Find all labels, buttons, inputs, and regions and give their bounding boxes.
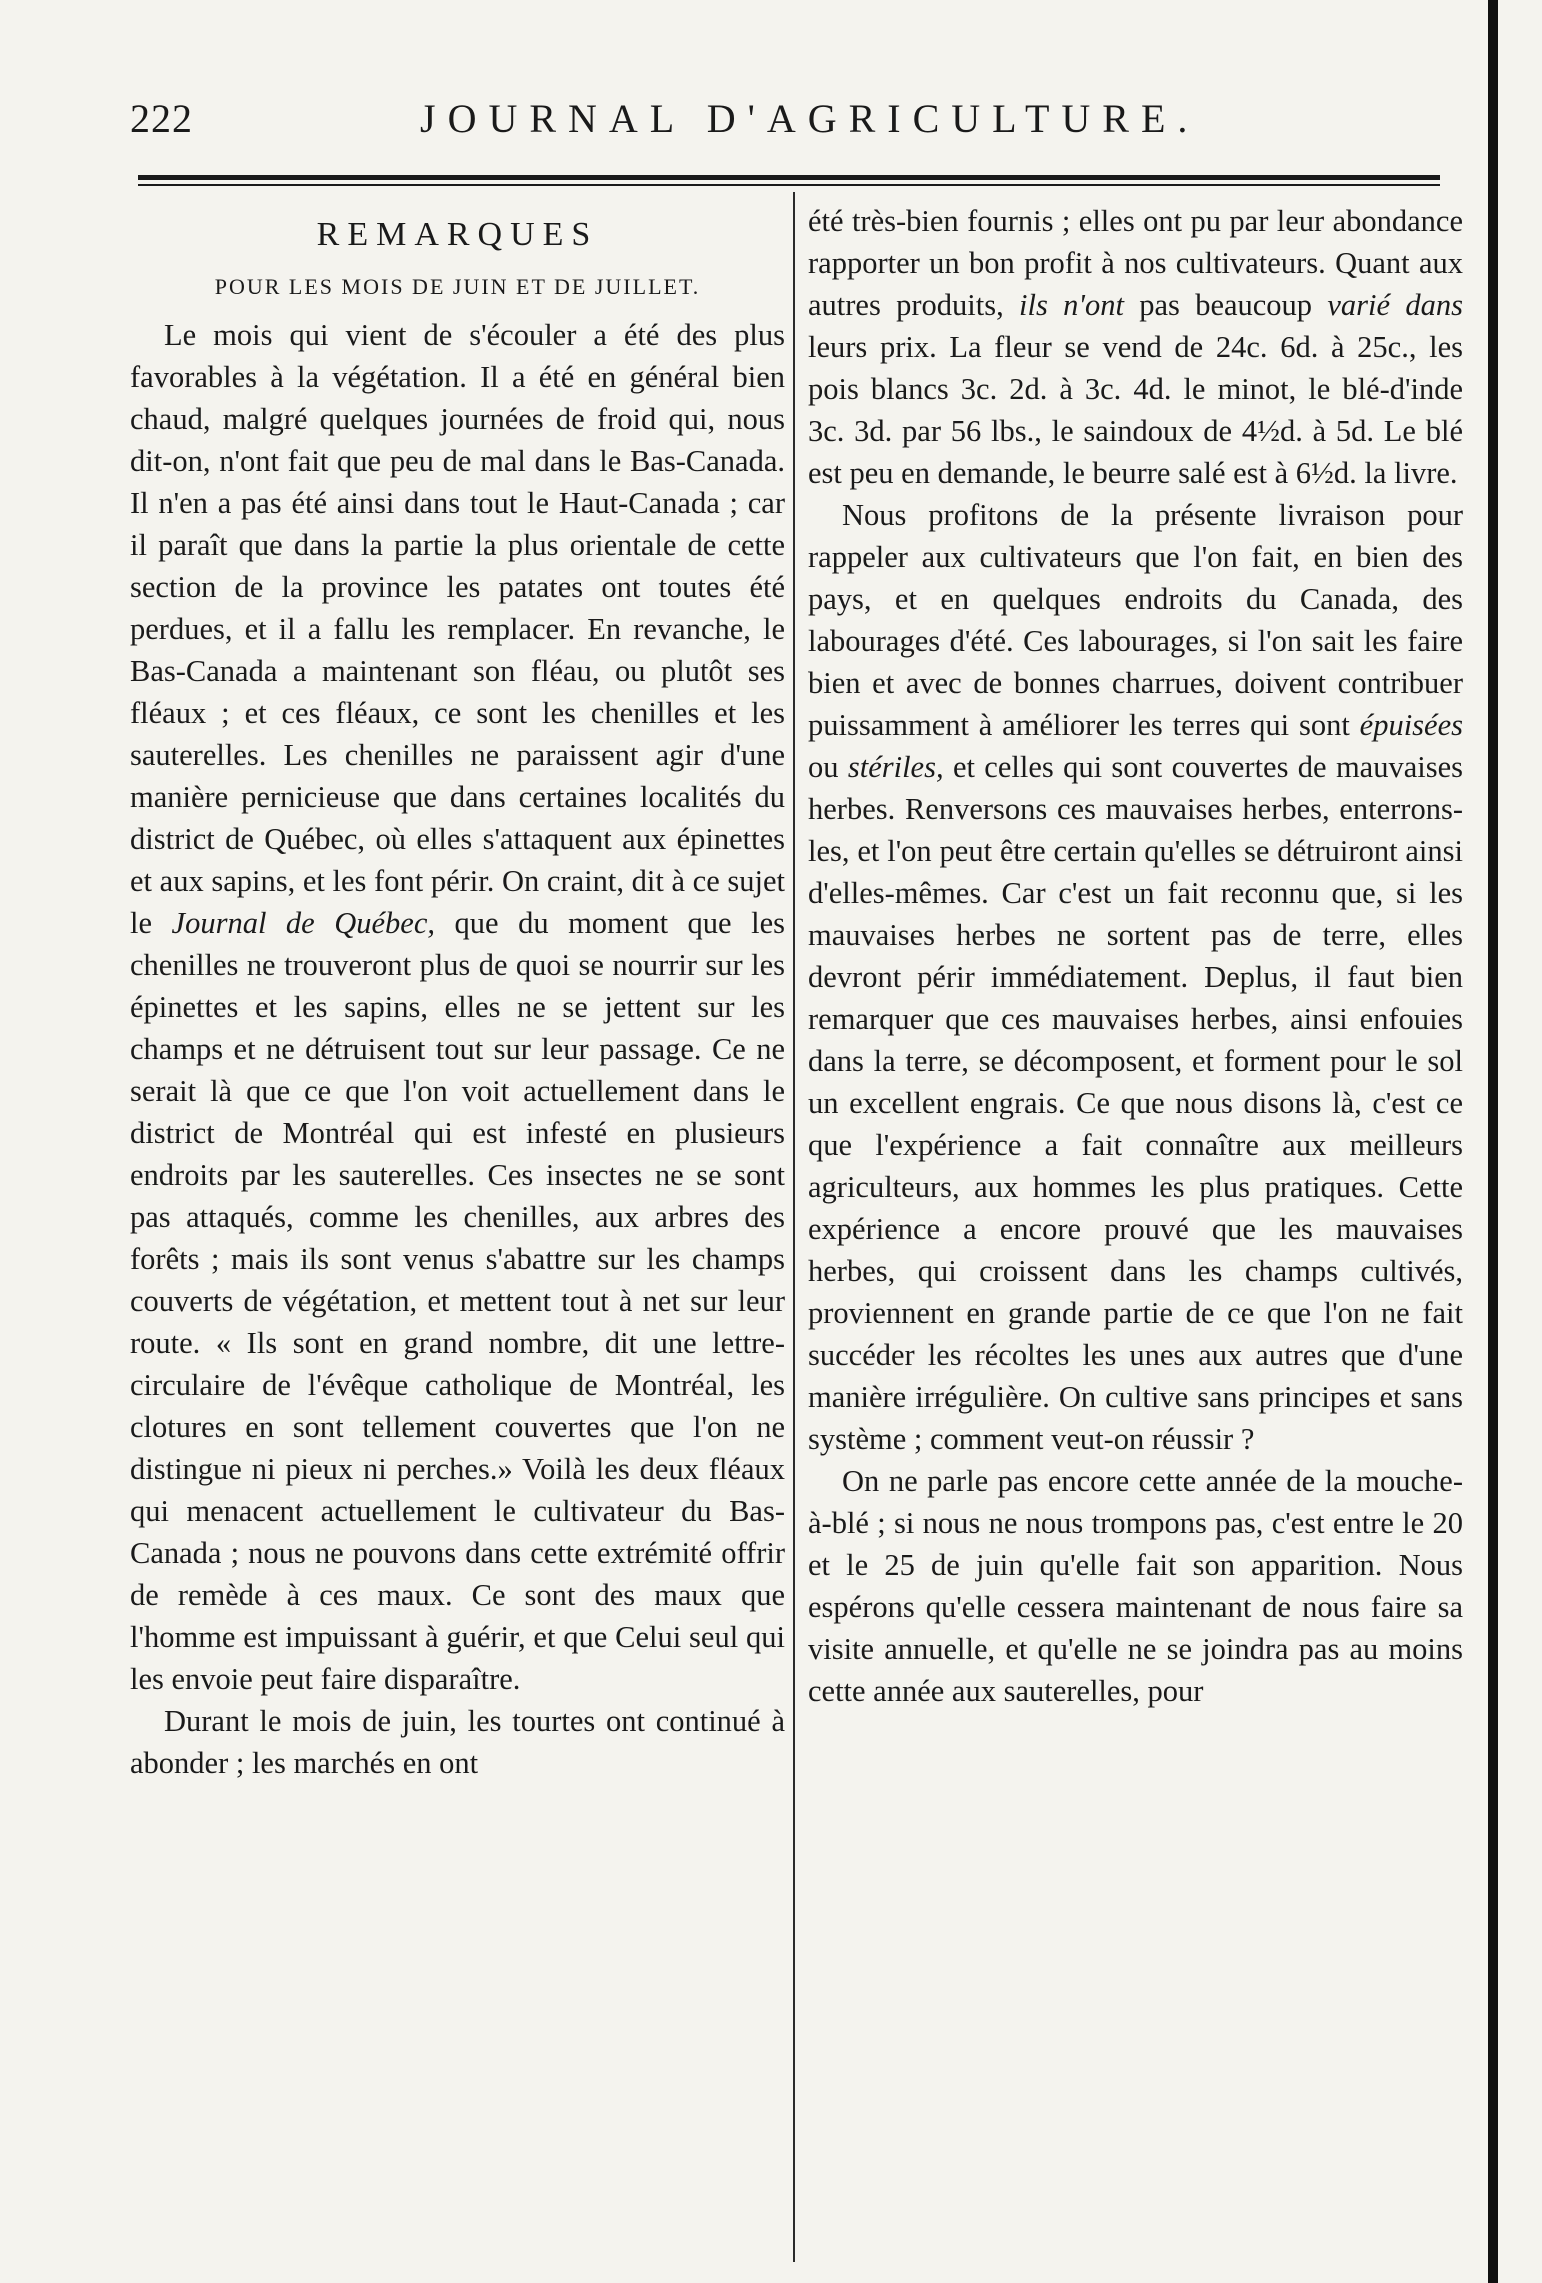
text-run: pas beaucoup xyxy=(1123,288,1328,322)
page-header xyxy=(120,95,1460,155)
right-column xyxy=(808,200,1463,1712)
section-title: REMARQUES xyxy=(316,216,599,253)
text-run: été très-bien fournis ; elles ont pu par leur abondance rapporter un bon profit à nos cultivateurs. Quant aux autres produits, xyxy=(808,204,1463,322)
text-run: que du moment que les chenilles ne trouveront plus de quoi se nourrir sur les épinettes et les sapins, elles ne se jettent sur les champs et ne détruisent tout sur leur passage. Ce ne serait là que ce que l'on voit actuellement dans le district de Montréal qui est infesté en plusieurs endroits par les sauterelles. Ces insectes ne se sont pas attaqués, comme les chenilles, aux arbres des forêts ; mais ils sont venus s'abattre sur les champs couverts de végétation, et mettent tout à net sur leur route. « Ils sont en grand nombre, dit une lettre-circulaire de l'évêque catholique de Montréal, les clotures en sont tellement couvertes que l'on ne distingue ni pieux ni perches.» Voilà les deux fléaux qui menacent actuellement le cultivateur du Bas-Canada ; nous ne pouvons dans cette extrémité offrir de remède à ces maux. Ce sont des maux que l'homme est impuissant à guérir, et que Celui seul qui les envoie peut faire disparaître. xyxy=(130,906,785,1696)
text-run: leurs prix. La fleur se vend de 24c. 6d. à 25c., les pois blancs 3c. 2d. à 3c. 4d. le minot, le blé-d'inde 3c. 3d. par 56 lbs., le saindoux de 4½d. à 5d. Le blé est peu en demande, le beurre salé est à 6½d. la livre. xyxy=(808,330,1463,490)
text-run: et celles qui sont couvertes de mauvaises herbes. Renversons ces mauvaises herbes, enterrons-les, et l'on peut être certain qu'elles se détruiront ainsi d'elles-mêmes. Car c'est un fait reconnu que, si les mauvaises herbes ne sortent pas de terre, elles devront périr immédiatement. Deplus, il faut bien remarquer que ces mauvaises herbes, ainsi enfouies dans la terre, se décomposent, et forment pour le sol un excellent engrais. Ce que nous disons là, c'est ce que l'expérience a fait connaître aux meilleurs agriculteurs, aux hommes les plus pratiques. Cette expérience a encore prouvé que les mauvaises herbes, qui croissent dans les champs cultivés, proviennent en grande partie de ce que l'on ne fait succéder les récoltes les unes aux autres que d'une manière irrégulière. On cultive sans principes et sans système ; comment veut-on réussir ? xyxy=(808,750,1463,1456)
paragraph xyxy=(808,494,1463,1460)
italic-run: stériles, xyxy=(847,750,944,784)
text-run: Le mois qui vient de s'écouler a été des plus favorables à la végétation. Il a été en général bien chaud, malgré quelques journées de froid qui, nous dit-on, n'ont fait que peu de mal dans le Bas-Canada. Il n'en a pas été ainsi dans tout le Haut-Canada ; car il paraît que dans la partie la plus orientale de cette section de la province les patates ont toutes été perdues, et il a fallu les remplacer. En revanche, le Bas-Canada a maintenant son fléau, ou plutôt ses fléaux ; et ces fléaux, ce sont les chenilles et les sauterelles. Les chenilles ne paraissent agir d'une manière pernicieuse que dans certaines localités du district de Québec, où elles s'attaquent aux épinettes et aux sapins, et les font périr. On craint, dit à ce sujet le xyxy=(130,318,785,940)
paragraph: Durant le mois de juin, les tourtes ont continué à abonder ; les marchés en ont xyxy=(130,1704,785,1780)
page-number: 222 xyxy=(130,96,193,141)
paragraph: On ne parle pas encore cette année de la mouche-à-blé ; si nous ne nous trompons pas, c'est entre le 20 et le 25 de juin qu'elle fait son apparition. Nous espérons qu'elle cessera maintenant de nous faire sa visite annuelle, et qu'elle ne se joindra pas au moins cette année aux sauterelles, pour xyxy=(808,1464,1463,1708)
running-title: JOURNAL D'AGRICULTURE. xyxy=(420,96,1200,141)
italic-run: varié dans xyxy=(1327,288,1463,322)
column-divider xyxy=(793,192,795,2262)
italic-run: Journal de Québec, xyxy=(171,906,435,940)
paragraph xyxy=(130,314,785,1700)
italic-run: ils n'ont xyxy=(1019,288,1124,322)
text-run: ou xyxy=(808,750,848,784)
header-rule-thin xyxy=(138,184,1440,186)
paragraph-continued xyxy=(808,200,1463,494)
italic-run: épuisées xyxy=(1359,708,1463,742)
text-run: Nous profitons de la présente livraison pour rappeler aux cultivateurs que l'on fait, en bien des pays, et en quelques endroits du Canada, des labourages d'été. Ces labourages, si l'on sait les faire bien et avec de bonnes charrues, doivent contribuer puissamment à améliorer les terres qui sont xyxy=(808,498,1463,742)
header-rule-thick xyxy=(138,175,1440,180)
section-subtitle: POUR LES MOIS DE JUIN ET DE JUILLET. xyxy=(214,274,701,299)
left-column xyxy=(130,200,785,1784)
page-edge-shadow xyxy=(1488,0,1498,2283)
